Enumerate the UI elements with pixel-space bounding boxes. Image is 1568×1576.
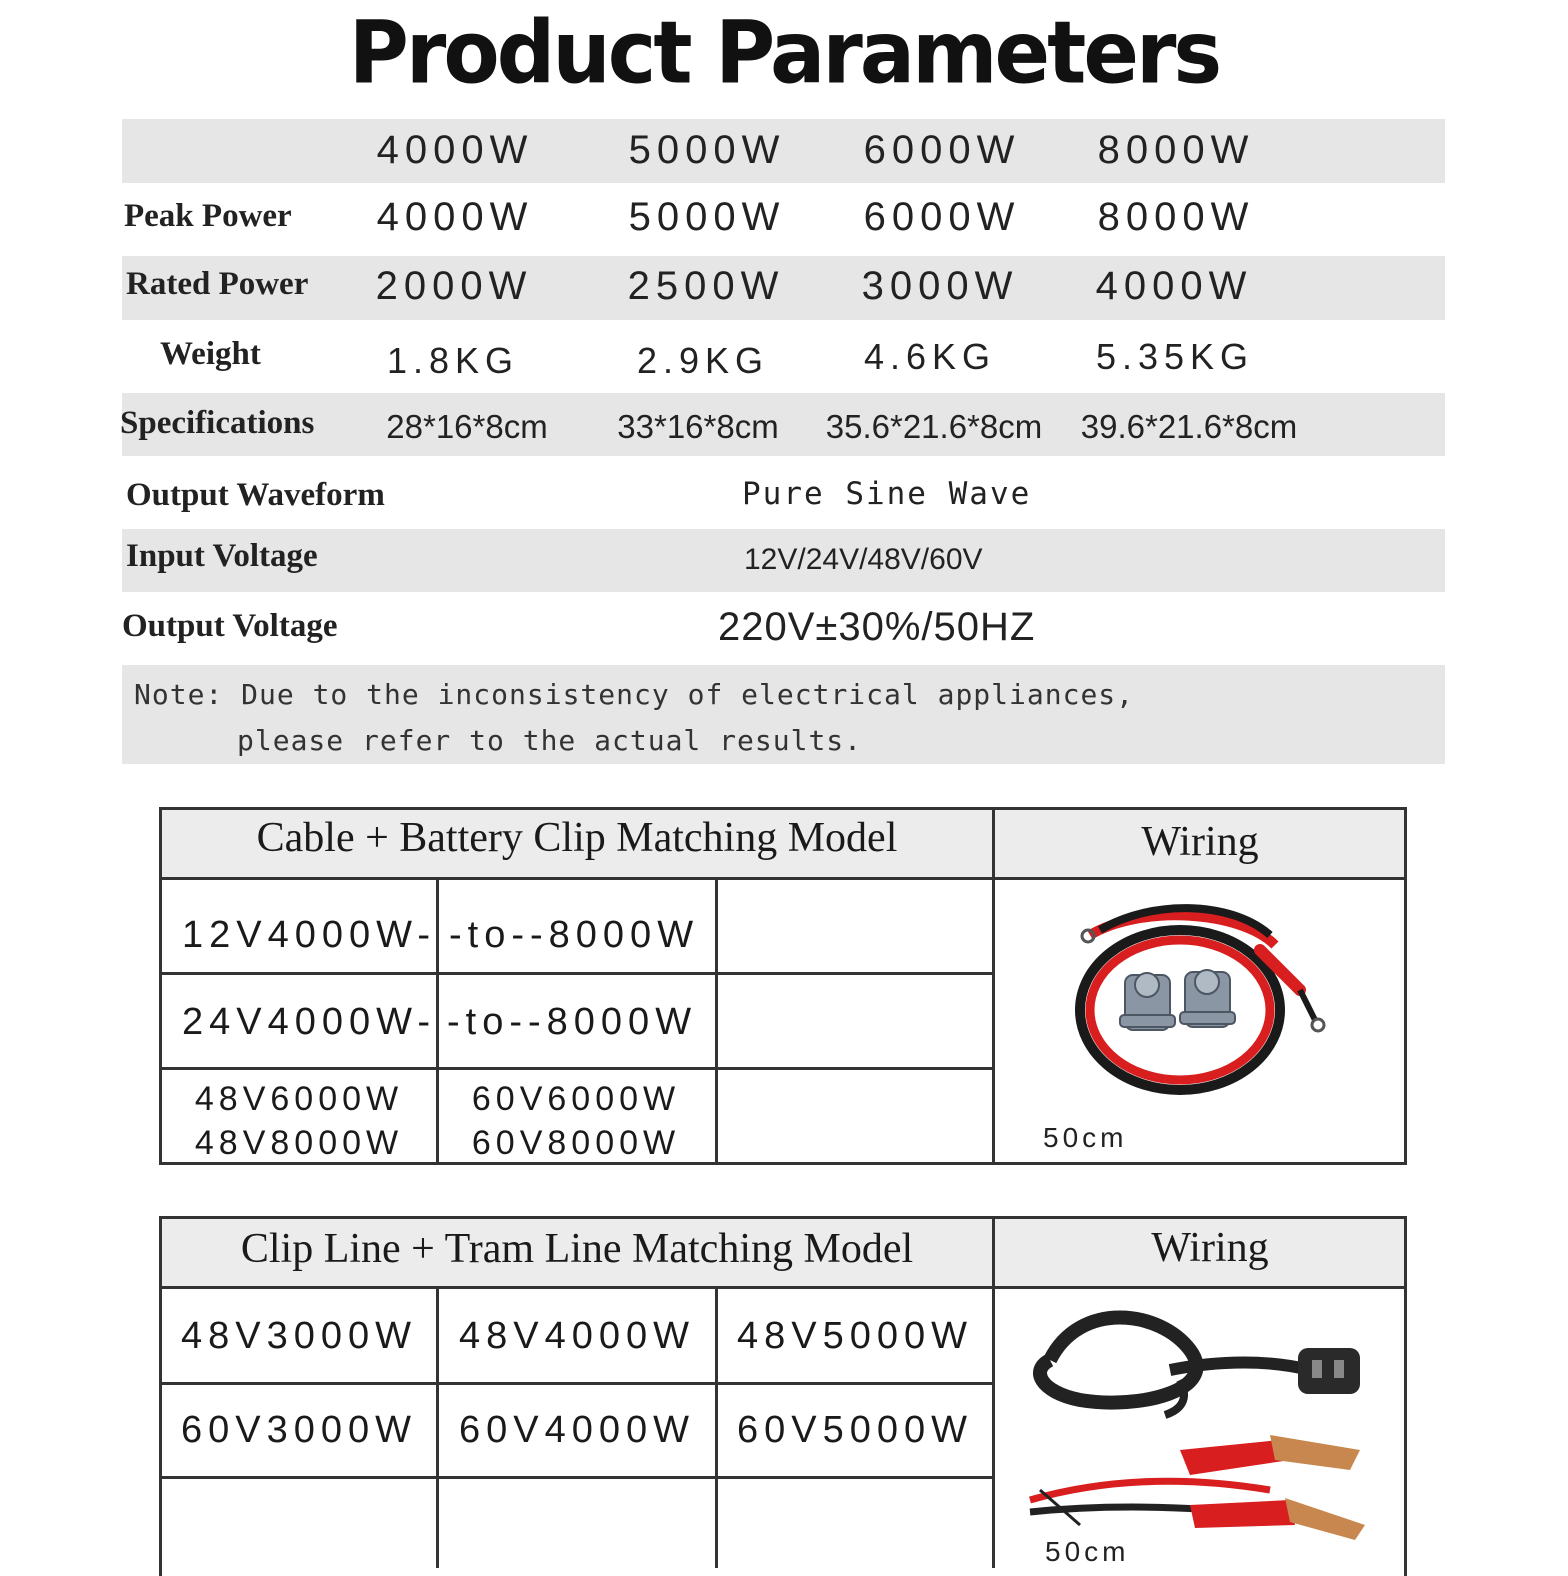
input-voltage-value: 12V/24V/48V/60V (744, 543, 983, 576)
model-header: 6000W (863, 128, 1021, 172)
model-cell: 60V8000W (471, 1124, 681, 1162)
peak-power-value: 4000W (376, 195, 534, 239)
weight-value: 1.8KG (386, 340, 520, 381)
model-cell: 48V3000W (180, 1315, 417, 1357)
clip-tram-line-header: Clip Line + Tram Line Matching Model (240, 1226, 914, 1272)
model-cell: 60V4000W (458, 1409, 695, 1451)
weight-value: 2.9KG (636, 340, 770, 381)
rated-power-value: 2000W (375, 264, 533, 308)
rated-power-value: 3000W (861, 264, 1019, 308)
row-label-weight: Weight (160, 336, 261, 372)
model-header: 5000W (628, 128, 786, 172)
row-label-specifications: Specifications (120, 405, 315, 441)
peak-power-value: 8000W (1097, 195, 1255, 239)
note-line-2: please refer to the actual results. (237, 724, 863, 757)
wiring-header-2: Wiring (1151, 1225, 1269, 1271)
specification-value: 33*16*8cm (617, 408, 779, 445)
output-waveform-value: Pure Sine Wave (742, 476, 1032, 512)
battery-cable-set-image (1060, 900, 1330, 1110)
model-header: 4000W (376, 128, 534, 172)
model-header: 8000W (1097, 128, 1255, 172)
wiring-header-1: Wiring (1141, 819, 1259, 865)
weight-value: 4.6KG (863, 336, 997, 377)
model-cell: -to--8000W (449, 914, 700, 956)
model-cell: 60V5000W (736, 1409, 973, 1451)
weight-value: 5.35KG (1095, 336, 1255, 377)
model-cell: 48V4000W (458, 1315, 695, 1357)
model-cell: 60V3000W (180, 1409, 417, 1451)
model-cell: 48V6000W (194, 1080, 404, 1118)
model-cell: 48V5000W (736, 1315, 973, 1357)
output-voltage-value: 220V±30%/50HZ (718, 605, 1036, 649)
specification-value: 28*16*8cm (386, 408, 548, 445)
row-label-output-voltage: Output Voltage (122, 608, 338, 644)
model-cell: -to--8000W (447, 1001, 698, 1043)
rated-power-value: 4000W (1095, 264, 1253, 308)
wiring-length-1: 50cm (1043, 1122, 1128, 1153)
model-cell: 48V8000W (194, 1124, 404, 1162)
page-title: Product Parameters (348, 3, 1220, 104)
row-label-output-waveform: Output Waveform (126, 477, 385, 513)
specification-value: 35.6*21.6*8cm (825, 408, 1043, 445)
model-cell: 24V4000W- (182, 1001, 436, 1043)
row-label-peak-power: Peak Power (124, 198, 292, 234)
note-line-1: Note: Due to the inconsistency of electrical appliances, (134, 678, 1135, 711)
peak-power-value: 5000W (628, 195, 786, 239)
rated-power-value: 2500W (627, 264, 785, 308)
peak-power-value: 6000W (863, 195, 1021, 239)
model-cell: 60V6000W (471, 1080, 681, 1118)
row-label-rated-power: Rated Power (126, 266, 309, 302)
specification-value: 39.6*21.6*8cm (1080, 408, 1298, 445)
model-cell: 12V4000W- (182, 914, 436, 956)
wiring-length-2: 50cm (1045, 1536, 1130, 1567)
power-cord-with-clips-image (1020, 1300, 1380, 1545)
row-label-input-voltage: Input Voltage (126, 538, 318, 574)
cable-battery-clip-header: Cable + Battery Clip Matching Model (256, 815, 898, 861)
